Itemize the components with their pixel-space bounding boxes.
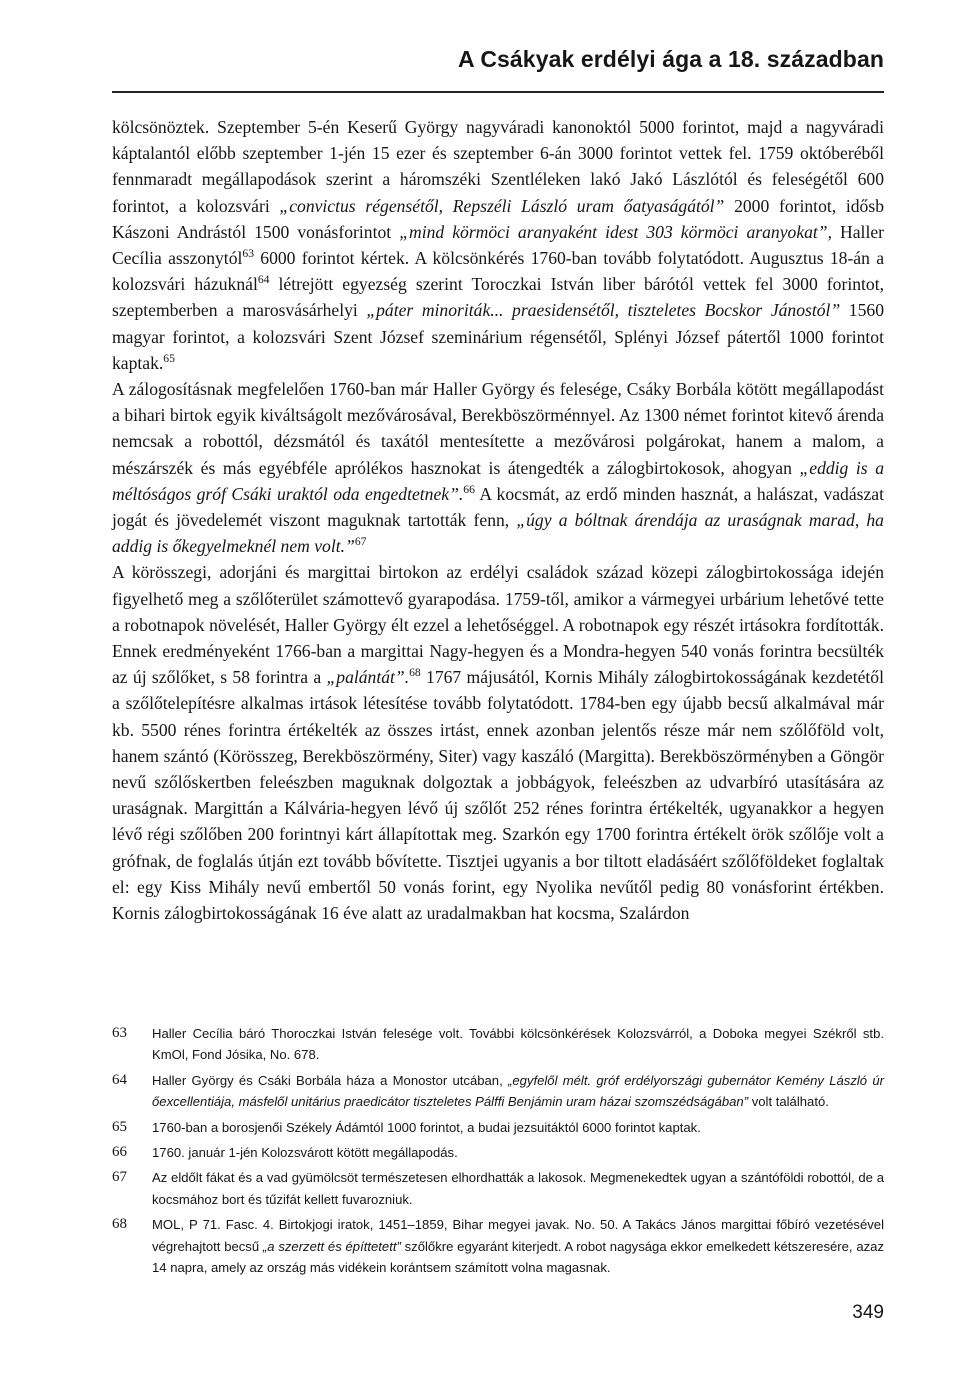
- footnote-ref: 66: [463, 482, 475, 496]
- text-run: A zálogosításnak megfelelően 1760-ban már Haller György és felesége, Csáky Borbála kötött megállapodást a bihari birtok egyik kiváltságolt mezővárosával, Berekböszörménnyel. Az 1300 német forintot kitevő árenda nemcsak a robottól, dézsmától és taxától mentesítette a mezővárosi polgárokat, hanem a malom, a mészárszék és más egyébféle aprólékos hasznokat is átengedték a zálogbirtokosok, ahogyan: [112, 379, 884, 478]
- footnote-number: 64: [112, 1071, 127, 1088]
- text-run: 1560 magyar forintot, a kolozsvári Szent József szeminárium régensétől, Splényi József pátertől 1000 forintot kaptak.: [112, 300, 884, 373]
- body-paragraph-2: [112, 376, 884, 559]
- footnote-ref: 64: [257, 273, 270, 287]
- page-number: 349: [852, 1302, 884, 1323]
- footnote: [112, 1167, 884, 1210]
- text-run: létrejött egyezség szerint Toroczkai István liber bárótól vettek fel 3000 forintot, szeptemberben a marosvásárhelyi: [112, 274, 884, 321]
- footnote-text: [152, 1170, 884, 1206]
- italic-quote: „páter minoriták... praesidensétől, tiszteletes Bocskor Jánostól”: [366, 300, 841, 321]
- text-run: kölcsönöztek. Szeptember 5-én Keserű György nagyváradi kanonoktól 5000 forintot, majd a nagyváradi káptalantól előbb szeptember 1-jén 15 ezer és szeptember 6-án 3000 forintot vettek fel. 1759 októberéből fennmaradt megállapodások szerint a háromszéki Szentléleken lakó Jakó Lászlótól és feleségétől 600 forintot, a kolozsvári: [112, 117, 884, 216]
- footnote-run: Haller György és Csáki Borbála háza a Monostor utcában,: [152, 1072, 508, 1088]
- header-rule: [112, 91, 884, 93]
- text-run: 1767 májusától, Kornis Mihály zálogbirtokosságának kezdetétől a szőlőtelepítésre alkalmas irtások létesítése tovább folytatódott. 1784-ben egy újabb becsű alkalmával már kb. 5500 rénes forintra értékelték az összes irtást, ennek azonban jelentős része már nem szőlőföld volt, hanem szántó (Körösszeg, Berekböszörmény, Siter) vagy kaszáló (Margitta). Berekböszörményben a Göngör nevű szőlőskertben feleészben maguknak dolgoztak a jobbágyok, feleészben az udvarbíró utasítására az uraságnak. Margittán a Kálvária-hegyen lévő új szőlőt 252 rénes forintra értékelték, ugyanakkor a hegyen lévő régi szőlőben 200 forintnyi kárt állapítottak meg. Szarkón egy 1700 forintra értékelt örök szőlője volt a grófnak, de foglalás útján ezt tovább bővítette. Tisztjei ugyanis a bor tiltott eladásáért szőlőföldeket foglaltak el: egy Kiss Mihály nevű embertől 50 vonás forint, egy Nyolika nevűtől pedig 80 vonásforint értékben. Kornis zálogbirtokosságának 16 éve alatt az uradalmakban hat kocsma, Szalárdon: [112, 667, 884, 924]
- footnote-text: [152, 1073, 884, 1109]
- italic-quote: „úgy a bóltnak árendája az uraságnak marad, ha addig is őkegyelmeknél nem volt.”: [112, 510, 884, 557]
- footnote-number: 66: [112, 1144, 127, 1161]
- footnote-ref: 65: [163, 351, 175, 365]
- footnote-run: 1760. január 1-jén Kolozsvárott kötött megállapodás.: [152, 1145, 458, 1161]
- footnote-run: volt található.: [748, 1094, 829, 1110]
- text-run: 2000 forintot, idősb Kászoni Andrástól 1500 vonásforintot: [112, 195, 884, 242]
- footnote-text: [152, 1026, 884, 1062]
- italic-quote: „eddig is a méltóságos gróf Csáki uraktól oda engedtetnek”.: [112, 457, 885, 504]
- footnote-text: [152, 1120, 701, 1135]
- footnote-ref: 63: [242, 247, 254, 261]
- footnote-text: [152, 1145, 458, 1160]
- footnote-run: Az eldőlt fákat és a vad gyümölcsöt természetesen elhordhatták a lakosok. Megmenekedtek ugyan a szántóföldi robottól, de a kocsmához bort és tűzifát kellett fuvarozniuk.: [152, 1170, 884, 1207]
- footnote-text: [152, 1217, 884, 1275]
- footnote-run: Haller Cecília báró Thoroczkai István felesége volt. További kölcsönkérések Kolozsvárról, a Doboka megyei Székről stb. KmOl, Fond Jósika, No. 678.: [152, 1026, 884, 1063]
- footnote-run: MOL, P 71. Fasc. 4. Birtokjogi iratok, 1451–1859, Bihar megyei javak. No. 50. A Takács János margittai főbíró vezetésével végrehajtott becsű: [152, 1217, 884, 1254]
- footnote-italic: „a szerzett és építtetett”: [262, 1238, 401, 1254]
- footnotes: [112, 1023, 884, 1282]
- footnote: [112, 1023, 884, 1066]
- running-header: A Csákyak erdélyi ága a 18. században: [457, 46, 884, 72]
- text-run: A körösszegi, adorjáni és margittai birtokon az erdélyi családok század közepi zálogbirtokossága idején figyelhető meg a szőlőterület számottevő gyarapodása. 1759-től, amikor a vármegyei urbárium lehetővé tette a robotnapok növelését, Haller György élt ezzel a lehetőséggel. A robotnapok egy részét irtásokra fordították. Ennek eredményeként 1766-ban a margittai Nagy-hegyen és a Mondra-hegyen 540 vonás forintra becsülték az új szőlőket, s 58 forintra a: [112, 562, 884, 688]
- text-run: 6000 forintot kértek. A kölcsönkérés 1760-ban tovább folytatódott. Augusztus 18-án a kolozsvári házuknál: [112, 248, 885, 295]
- footnote: [112, 1070, 884, 1113]
- footnote: [112, 1214, 884, 1278]
- footnote-number: 68: [112, 1216, 127, 1233]
- text-run: Haller Cecília asszonytól: [112, 221, 884, 269]
- body-paragraph-1: [112, 114, 884, 376]
- footnote-run: szőlőkre egyaránt kiterjedt. A robot nagysága ekkor emelkedett kétszeresére, azaz 14 napra, amely az ország más vidékein korántsem számított volna magasnak.: [152, 1238, 884, 1276]
- italic-quote: „mind körmöci aranyaként idest 303 körmöci aranyokat”,: [399, 221, 832, 242]
- main-text: [112, 114, 884, 926]
- footnote-run: 1760-ban a borosjenői Székely Ádámtól 1000 forintot, a budai jezsuitáktól 6000 forintot kaptak.: [152, 1119, 701, 1135]
- italic-quote: „convictus régensétől, Repszéli László uram őatyaságától”: [279, 195, 725, 216]
- text-run: A kocsmát, az erdő minden hasznát, a halászat, vadászat jogát és jövedelemét viszont maguknak tartották fenn,: [112, 483, 884, 531]
- footnote-ref: 68: [409, 666, 421, 680]
- footnote-number: 65: [112, 1118, 127, 1135]
- footnote-ref: 67: [354, 535, 367, 549]
- footnote-number: 67: [112, 1169, 127, 1186]
- footnote: [112, 1142, 884, 1163]
- footnote: [112, 1117, 884, 1138]
- body-paragraph-3: [112, 559, 884, 926]
- footnote-italic: „egyfelől mélt. gróf erdélyországi gubernátor Kemény László úr őexcellentiája, másfelől unitárius praedicátor tiszteletes Pálffi Benjámin uram házai szomszédságában”: [152, 1072, 884, 1110]
- italic-quote: „palántát”.: [326, 667, 410, 688]
- footnote-number: 63: [112, 1025, 127, 1041]
